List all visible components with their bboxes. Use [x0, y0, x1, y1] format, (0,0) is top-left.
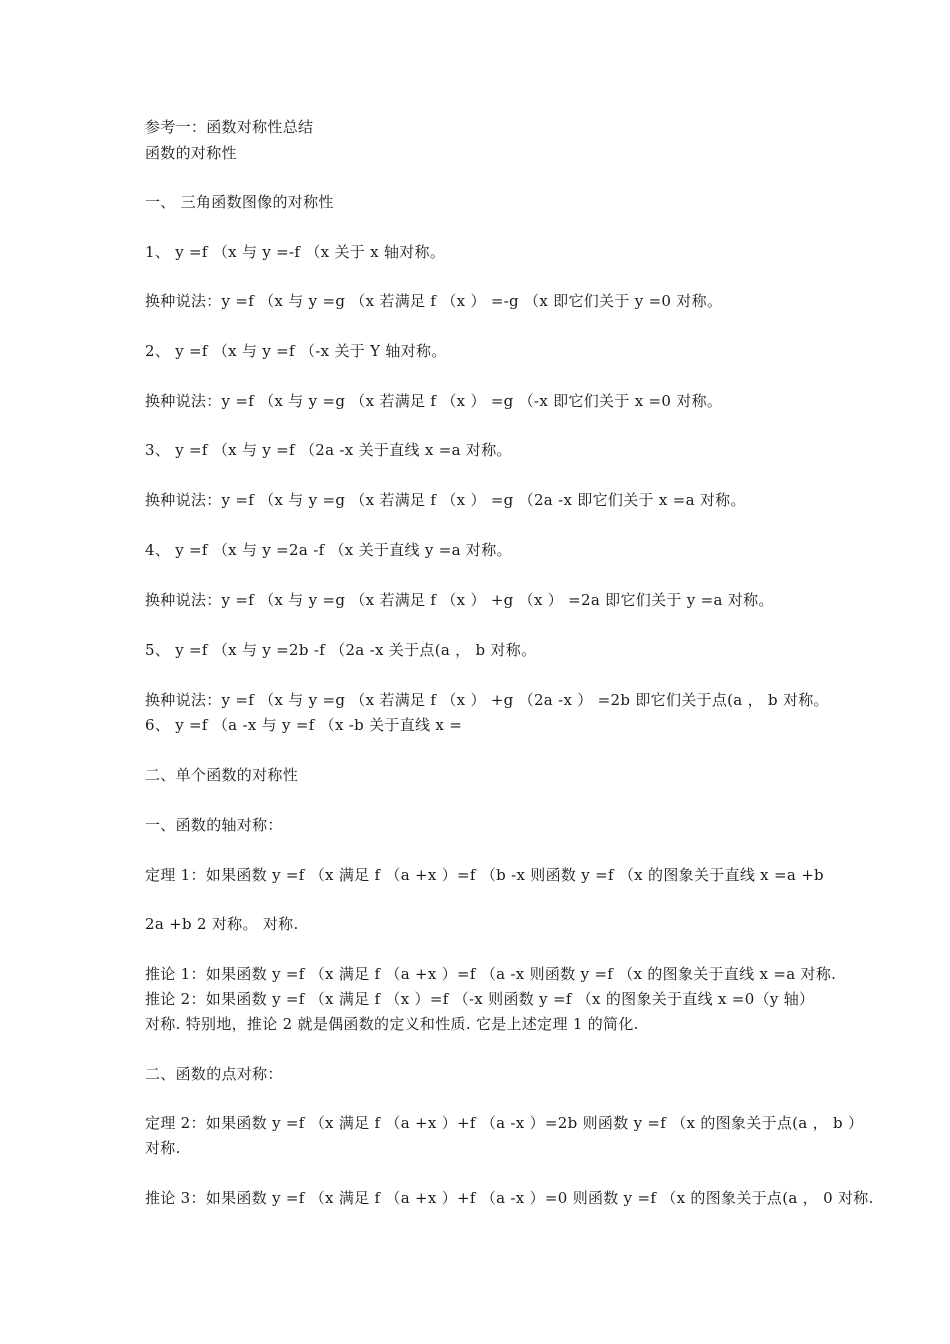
corollary-1: 推论 1：如果函数 y =f （x 满足 f （a +x ）=f （a -x 则函数 y =f （x 的图象关于直线 x =a 对称.	[145, 965, 837, 983]
item-1-alt: 换种说法：y =f （x 与 y =g （x 若满足 f （x ） =-g （x 即它们关于 y =0 对称。	[145, 292, 723, 310]
item-2: 2、 y =f （x 与 y =f （-x 关于 Y 轴对称。	[145, 342, 447, 360]
theorem-2: 定理 2：如果函数 y =f （x 满足 f （a +x ）+f （a -x ）=2b 则函数 y =f （x 的图象关于点(a ， b ）	[145, 1114, 864, 1132]
section2-heading: 二、单个函数的对称性	[145, 766, 299, 784]
theorem-1: 定理 1：如果函数 y =f （x 满足 f （a +x ）=f （b -x 则函数 y =f （x 的图象关于直线 x =a +b	[145, 866, 824, 884]
theorem-2-cont: 对称.	[145, 1139, 181, 1157]
doc-subtitle: 函数的对称性	[145, 144, 237, 162]
section1-heading: 一、 三角函数图像的对称性	[145, 193, 334, 211]
theorem-1-cont: 2a +b 2 对称。 对称.	[145, 915, 299, 933]
item-5: 5、 y =f （x 与 y =2b -f （2a -x 关于点(a ， b 对称。	[145, 641, 537, 659]
item-3: 3、 y =f （x 与 y =f （2a -x 关于直线 x =a 对称。	[145, 441, 512, 459]
item-1: 1、 y =f （x 与 y =-f （x 关于 x 轴对称。	[145, 243, 446, 261]
item-4: 4、 y =f （x 与 y =2a -f （x 关于直线 y =a 对称。	[145, 541, 512, 559]
point-symmetry-heading: 二、函数的点对称：	[145, 1065, 283, 1083]
axis-symmetry-heading: 一、函数的轴对称：	[145, 816, 283, 834]
item-6: 6、 y =f （a -x 与 y =f （x -b 关于直线 x =	[145, 716, 463, 734]
doc-title: 参考一：函数对称性总结	[145, 118, 314, 136]
item-3-alt: 换种说法：y =f （x 与 y =g （x 若满足 f （x ） =g （2a -x 即它们关于 x =a 对称。	[145, 491, 746, 509]
item-4-alt: 换种说法：y =f （x 与 y =g （x 若满足 f （x ） +g （x ） =2a 即它们关于 y =a 对称。	[145, 591, 774, 609]
item-5-alt: 换种说法：y =f （x 与 y =g （x 若满足 f （x ） +g （2a -x ） =2b 即它们关于点(a ， b 对称。	[145, 691, 829, 709]
corollary-3: 推论 3：如果函数 y =f （x 满足 f （a +x ）+f （a -x ）=0 则函数 y =f （x 的图象关于点(a ， 0 对称.	[145, 1189, 874, 1207]
item-2-alt: 换种说法：y =f （x 与 y =g （x 若满足 f （x ） =g （-x 即它们关于 x =0 对称。	[145, 392, 723, 410]
corollary-2-cont: 对称. 特别地，推论 2 就是偶函数的定义和性质. 它是上述定理 1 的简化.	[145, 1015, 639, 1033]
corollary-2: 推论 2：如果函数 y =f （x 满足 f （x ）=f （-x 则函数 y =f （x 的图象关于直线 x =0（y 轴）	[145, 990, 815, 1008]
